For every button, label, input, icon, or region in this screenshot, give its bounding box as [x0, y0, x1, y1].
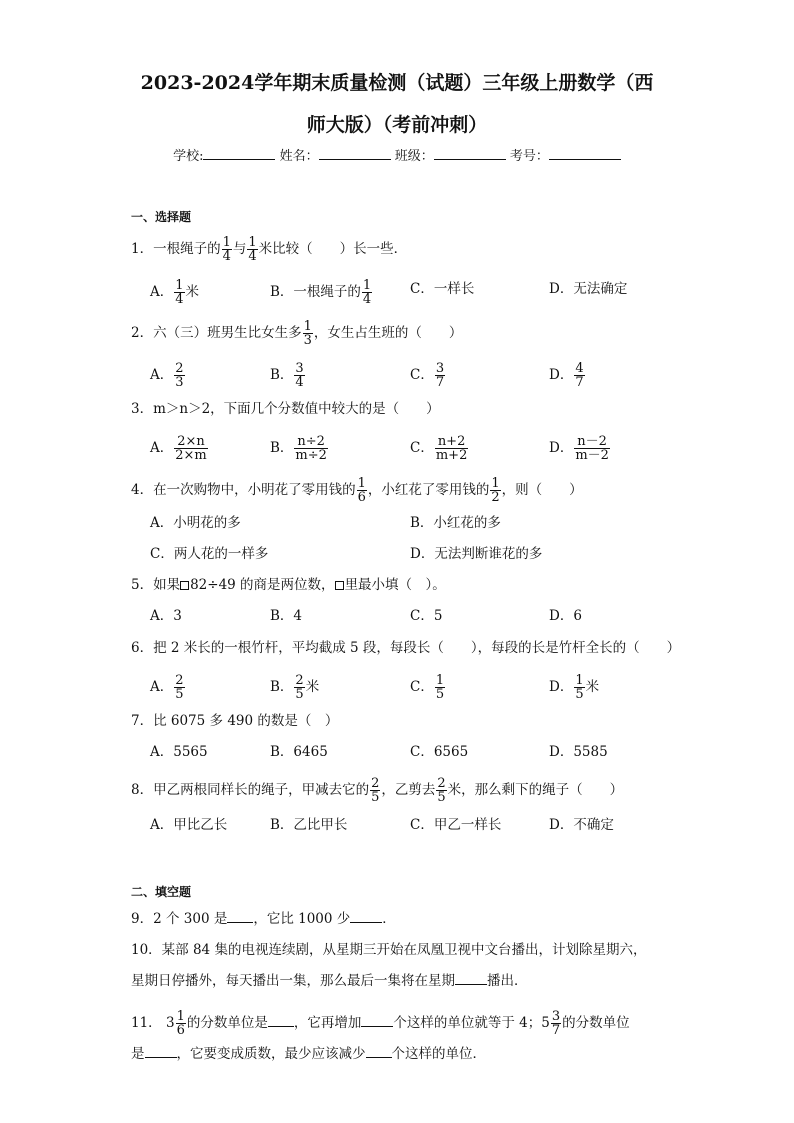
q5-option-c[interactable]: C．5	[410, 608, 443, 624]
number-blank[interactable]	[549, 147, 621, 160]
answer-blank[interactable]	[361, 1014, 393, 1027]
q6-option-d[interactable]: D． $\frac{1}{5}$ 米	[549, 673, 600, 702]
answer-blank[interactable]	[366, 1045, 392, 1058]
school-label: 学校:	[173, 149, 204, 164]
q2-option-a[interactable]: A． $\frac{2}{3}$	[150, 361, 184, 390]
q3-option-a[interactable]: A． $\frac{2\times n}{2\times m}$	[150, 434, 207, 463]
question-8: 8．甲乙两根同样长的绳子，甲减去它的 $\frac{2}{5}$ ，乙剪去 $\frac{2}{5}$ 米，那么剩下的绳子（ ）	[131, 776, 624, 805]
question-10-line1: 10．某部 84 集的电视连续剧，从星期三开始在凤凰卫视中文台播出，计划除星期六，	[131, 942, 647, 958]
school-blank[interactable]	[203, 147, 275, 160]
q7-option-d[interactable]: D．5585	[549, 744, 608, 760]
question-11-line2: 是 ，它要变成质数，最少应该减少 个这样的单位．	[131, 1046, 486, 1062]
q4-option-a[interactable]: A．小明花的多	[150, 515, 241, 531]
q8-option-b[interactable]: B．乙比甲长	[270, 817, 348, 833]
question-3: 3．m＞n＞2，下面几个分数值中较大的是（ ）	[131, 401, 440, 417]
page-title-line2: 师大版）（考前冲刺）	[306, 114, 488, 136]
q1-option-d[interactable]: D．无法确定	[549, 281, 628, 297]
q4-option-d[interactable]: D．无法判断谁花的多	[410, 546, 543, 562]
box-icon	[180, 581, 189, 590]
q7-option-a[interactable]: A．5565	[150, 744, 208, 760]
answer-blank[interactable]	[268, 1014, 294, 1027]
q3-option-c[interactable]: C． $\frac{n+2}{m+2}$	[410, 434, 468, 463]
q8-option-c[interactable]: C．甲乙一样长	[410, 817, 502, 833]
fraction: $\frac{1}{4}$	[248, 235, 257, 264]
fraction: $\frac{2}{5}$	[371, 776, 380, 805]
q4-option-c[interactable]: C．两人花的一样多	[150, 546, 269, 562]
question-10-line2: 星期日停播外，每天播出一集，那么最后一集将在星期 播出．	[131, 973, 528, 989]
question-11-line1: 11． 3 $\frac{1}{6}$ 的分数单位是 ，它再增加 个这样的单位就等于 4；5 $\frac{3}{7}$ 的分数单位	[131, 1009, 630, 1038]
q5-option-a[interactable]: A．3	[150, 608, 182, 624]
q2-option-c[interactable]: C． $\frac{3}{7}$	[410, 361, 445, 390]
q5-option-d[interactable]: D．6	[549, 608, 582, 624]
q7-option-b[interactable]: B．6465	[270, 744, 328, 760]
question-1: 1．一根绳子的 $\frac{1}{4}$ 与 $\frac{1}{4}$ 米比较（ ）长一些．	[131, 235, 408, 264]
q7-option-c[interactable]: C．6565	[410, 744, 469, 760]
q3-option-b[interactable]: B． $\frac{n\div 2}{m\div 2}$	[270, 434, 327, 463]
q2-option-d[interactable]: D． $\frac{4}{7}$	[549, 361, 584, 390]
q6-option-b[interactable]: B． $\frac{2}{5}$ 米	[270, 673, 320, 702]
q1-option-b[interactable]: B．一根绳子的 $\frac{1}{4}$	[270, 278, 372, 307]
answer-blank[interactable]	[350, 910, 382, 923]
q6-option-a[interactable]: A． $\frac{2}{5}$	[150, 673, 184, 702]
answer-blank[interactable]	[455, 972, 487, 985]
section-choice: 一、选择题	[131, 210, 192, 224]
q1-option-a[interactable]: A． $\frac{1}{4}$ 米	[150, 278, 200, 307]
question-4: 4．在一次购物中，小明花了零用钱的 $\frac{1}{6}$ ，小红花了零用钱的 $\frac{1}{2}$ ，则（ ）	[131, 476, 583, 505]
q2-option-b[interactable]: B． $\frac{3}{4}$	[270, 361, 304, 390]
question-9: 9．2 个 300 是 ，它比 1000 少 ．	[131, 911, 396, 927]
answer-blank[interactable]	[227, 910, 253, 923]
fraction: $\frac{2}{5}$	[437, 776, 446, 805]
fraction: $\frac{1}{2}$	[491, 476, 500, 505]
name-blank[interactable]	[319, 147, 391, 160]
fraction: $\frac{1}{6}$	[357, 476, 366, 505]
student-info	[0, 145, 794, 164]
fraction: $\frac{1}{3}$	[303, 319, 312, 348]
q5-option-b[interactable]: B．4	[270, 608, 303, 624]
q6-option-c[interactable]: C． $\frac{1}{5}$	[410, 673, 445, 702]
name-label: 姓名：	[279, 149, 319, 164]
question-6: 6．把 2 米长的一根竹杆，平均截成 5 段，每段长（ ），每段的长是竹杆全长的（ ）	[131, 640, 681, 656]
fraction: $\frac{3}{7}$	[551, 1009, 561, 1038]
question-5: 5．如果 82÷49 的商是两位数， 里最小填（ ）。	[131, 577, 446, 593]
section-fill: 二、填空题	[131, 885, 192, 899]
q1-option-c[interactable]: C．一样长	[410, 281, 475, 297]
question-2: 2．六（三）班男生比女生多 $\frac{1}{3}$ ，女生占生班的（ ）	[131, 319, 463, 348]
q4-option-b[interactable]: B．小红花的多	[410, 515, 501, 531]
page-title-line1: 2023-2024学年期末质量检测（试题）三年级上册数学（西	[140, 72, 654, 94]
number-label: 考号：	[509, 149, 549, 164]
q3-option-d[interactable]: D． $\frac{n-2}{m-2}$	[549, 434, 609, 463]
class-blank[interactable]	[434, 147, 506, 160]
question-7: 7．比 6075 多 490 的数是（ ）	[131, 713, 339, 729]
box-icon	[335, 581, 344, 590]
q8-option-a[interactable]: A．甲比乙长	[150, 817, 228, 833]
fraction: $\frac{1}{4}$	[222, 235, 231, 264]
answer-blank[interactable]	[145, 1045, 177, 1058]
q8-option-d[interactable]: D．不确定	[549, 817, 614, 833]
fraction: $\frac{1}{6}$	[176, 1009, 185, 1038]
class-label: 班级：	[394, 149, 434, 164]
